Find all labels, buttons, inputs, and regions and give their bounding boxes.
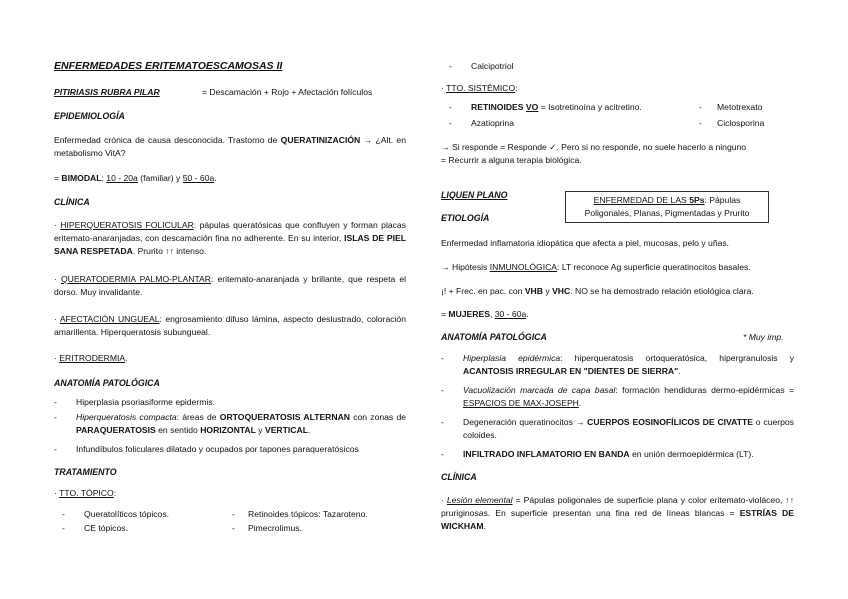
text: → Hipótesis bbox=[441, 262, 490, 272]
text: = Isotretinoína y acitretino. bbox=[538, 102, 642, 112]
bullet: · bbox=[441, 83, 444, 93]
text: : bbox=[101, 173, 107, 183]
text: . NO se ha demostrado relación etiológica clara. bbox=[570, 286, 754, 296]
dash: - bbox=[232, 523, 235, 533]
text: . bbox=[578, 398, 582, 408]
text: . bbox=[483, 521, 486, 531]
text-underlined: TTO. SISTÉMICO bbox=[446, 83, 516, 93]
text: . Prurito ↑↑ intenso. bbox=[132, 246, 207, 256]
text-underlined: 30 - 60a bbox=[494, 309, 527, 319]
text-italic-underlined: Lesión elemental bbox=[446, 495, 513, 505]
dash: - bbox=[699, 118, 702, 128]
pitiriasis-line bbox=[54, 86, 406, 99]
dash: - bbox=[232, 509, 235, 519]
text: , bbox=[489, 309, 495, 319]
text-bold: VHC bbox=[552, 286, 571, 296]
text: Azatioprina bbox=[471, 118, 514, 128]
dash: - bbox=[441, 449, 444, 459]
bullet: · bbox=[54, 488, 57, 498]
text: : pápulas queratósicas que confluyen y forman placas eritemato-anaranjadas, con descamación fina no adherente. En su interior, bbox=[54, 220, 407, 243]
clinica-item-4 bbox=[54, 352, 128, 365]
text: : Pápulas Poligonales, Planas, Pigmentadas y Prurito bbox=[584, 195, 750, 218]
text: Hiperplasia psoriasiforme epidermis. bbox=[76, 397, 215, 407]
text: en sentido bbox=[155, 425, 201, 435]
muy-imp-note: * Muy imp. bbox=[743, 332, 784, 342]
text-italic: Vacuolización marcada de capa basal bbox=[463, 385, 616, 395]
bullet: · bbox=[54, 314, 60, 324]
page-title: ENFERMEDADES ERITEMATOESCAMOSAS II bbox=[54, 60, 283, 72]
text: con zonas de bbox=[350, 412, 406, 422]
text-bold: PARAQUERATOSIS bbox=[76, 425, 156, 435]
text-underlined: ERITRODERMIA bbox=[59, 353, 126, 363]
text-italic: Hiperqueratosis compacta bbox=[76, 412, 177, 422]
respuesta-text bbox=[441, 141, 794, 167]
etiologia-heading: ETIOLOGÍA bbox=[441, 213, 490, 223]
text: CE tópicos. bbox=[84, 523, 128, 533]
text-underlined: ESPACIOS DE MAX-JOSEPH bbox=[463, 398, 579, 408]
text: . bbox=[307, 425, 311, 435]
text: Queratolíticos tópicos. bbox=[84, 509, 170, 519]
dash: - bbox=[449, 118, 452, 128]
clinica-liquen-heading: CLÍNICA bbox=[441, 472, 477, 482]
pitiriasis-name: PITIRIASIS RUBRA PILAR bbox=[54, 87, 160, 97]
text: = Pápulas poligonales de superficie plana y color eritemato-violáceo, ↑↑ pruriginosas. En superficie presentan una fina red de líneas blancas = bbox=[441, 495, 794, 518]
clinica-heading: CLÍNICA bbox=[54, 197, 90, 207]
dash: - bbox=[449, 61, 452, 71]
bullet: · bbox=[441, 495, 447, 505]
dash: - bbox=[54, 397, 57, 407]
mujeres-line bbox=[441, 308, 529, 321]
text: → Si responde = Responde ✓. Pero si no responde, no suele hacerlo a ninguno bbox=[441, 142, 747, 152]
tratamiento-heading: TRATAMIENTO bbox=[54, 467, 117, 477]
text-bold: ISLAS DE PIEL SANA RESPETADA bbox=[54, 233, 407, 256]
text-underlined: 10 - 20a bbox=[106, 173, 138, 183]
text: Enfermedad crónica de causa desconocida. Trastorno de bbox=[54, 135, 281, 145]
text-bold: VHB bbox=[524, 286, 543, 296]
dash: - bbox=[441, 385, 444, 395]
text: ¡! + Frec. en pac. con bbox=[441, 286, 525, 296]
text: → ¿Alt. en metabolismo VitA? bbox=[54, 135, 406, 158]
text: Ciclosporina bbox=[717, 118, 765, 128]
text: y bbox=[542, 286, 553, 296]
text-bold: MUJERES bbox=[448, 309, 490, 319]
text-bold: ESTRÍAS DE WICKHAM bbox=[441, 508, 794, 531]
text-bold: ORTOQUERATOSIS ALTERNAN bbox=[219, 412, 350, 422]
text: . bbox=[214, 173, 217, 183]
bullet: · bbox=[54, 220, 61, 230]
text: Infundíbulos foliculares dilatado y ocupados por tapones paraqueratósicos bbox=[76, 444, 359, 454]
text-italic: Hiperplasia epidérmica bbox=[463, 353, 561, 363]
text-bold: VERTICAL bbox=[264, 425, 308, 435]
text-underlined: AFECTACIÓN UNGUEAL bbox=[59, 314, 160, 324]
text: . bbox=[125, 353, 128, 363]
frecuencia-line bbox=[441, 285, 754, 298]
text-bold-underlined: VO bbox=[525, 102, 539, 112]
clinica-item-3 bbox=[54, 313, 406, 339]
text-bold: HORIZONTAL bbox=[200, 425, 256, 435]
bimodal-line bbox=[54, 172, 217, 185]
text: : eritemato-anaranjada y brillante, que respeta el dorso. Muy invalidante. bbox=[54, 274, 407, 297]
text: = Recurrir a alguna terapia biológica. bbox=[441, 155, 582, 165]
text: Pimecrolimus. bbox=[248, 523, 302, 533]
text: : LT reconoce Ag superficie queratinocitos basales. bbox=[557, 262, 751, 272]
pitiriasis-desc: = Descamación + Rojo + Afectación folículos bbox=[202, 87, 373, 97]
text-underlined: 50 - 60a bbox=[182, 173, 215, 183]
dash: - bbox=[54, 444, 57, 454]
bullet: · bbox=[54, 353, 60, 363]
text: : hiperqueratosis ortoqueratósica, hipergranulosis y bbox=[560, 353, 794, 363]
text: = bbox=[54, 173, 62, 183]
text: o cuerpos coloides. bbox=[463, 417, 794, 440]
dash: - bbox=[441, 417, 444, 427]
text-underlined: HIPERQUERATOSIS FOLICULAR bbox=[60, 220, 194, 230]
text: Degeneración queratinocitos → bbox=[463, 417, 588, 427]
tto-topico-label: · TTO. TÓPICO: bbox=[54, 488, 117, 498]
text-bold: QUERATINIZACIÓN bbox=[280, 135, 361, 145]
clinica-item-2 bbox=[54, 273, 406, 299]
text: Retinoides tópicos: Tazaroteno. bbox=[248, 509, 368, 519]
text-underlined: QUERATODERMIA PALMO-PLANTAR bbox=[60, 274, 211, 284]
text: . bbox=[678, 366, 681, 376]
text: en unión dermoepidérmica (LT). bbox=[629, 449, 754, 459]
text: (familiar) y bbox=[137, 173, 183, 183]
dash: - bbox=[54, 412, 57, 422]
liquen-plano-heading: LIQUEN PLANO bbox=[441, 190, 508, 200]
text-bold: INFILTRADO INFLAMATORIO EN BANDA bbox=[463, 449, 630, 459]
text-bold: CUERPOS EOSINOFÍLICOS DE CIVATTE bbox=[587, 417, 753, 427]
bullet: · bbox=[54, 274, 61, 284]
dash: - bbox=[449, 102, 452, 112]
text: = bbox=[441, 309, 449, 319]
epidemiologia-text bbox=[54, 134, 406, 160]
text-bold: ACANTOSIS IRREGULAR EN "DIENTES DE SIERRA" bbox=[463, 366, 679, 376]
text: : engrosamiento difuso lámina, aspecto deslustrado, coloración amarillenta. Hiperqueratosis subungueal. bbox=[54, 314, 406, 337]
clinica-liquen-text bbox=[441, 494, 794, 533]
hipotesis-line bbox=[441, 261, 751, 274]
text: . bbox=[526, 309, 529, 319]
text-bold: BIMODAL bbox=[61, 173, 102, 183]
text-bold-underlined: 5Ps bbox=[689, 195, 705, 205]
text-underlined: ENFERMEDAD DE LAS bbox=[593, 195, 690, 205]
dash: - bbox=[62, 509, 65, 519]
text-underlined: TTO. TÓPICO bbox=[59, 488, 114, 498]
text: Metotrexato bbox=[717, 102, 763, 112]
tto-sistemico-label: · TTO. SISTÉMICO: bbox=[441, 83, 518, 93]
cinco-ps-box bbox=[565, 191, 769, 223]
text: Calcipotriol bbox=[471, 61, 514, 71]
text: : formación hendiduras dermo-epidérmicas = bbox=[615, 385, 795, 395]
liquen-desc: Enfermedad inflamatoria idiopática que afecta a piel, mucosas, pelo y uñas. bbox=[441, 238, 730, 248]
epidemiologia-heading: EPIDEMIOLOGÍA bbox=[54, 111, 125, 121]
dash: - bbox=[441, 353, 444, 363]
dash: - bbox=[62, 523, 65, 533]
anatomia-liquen-heading: ANATOMÍA PATOLÓGICA bbox=[441, 332, 547, 342]
text-bold: RETINOIDES bbox=[471, 102, 526, 112]
anatomia-heading: ANATOMÍA PATOLÓGICA bbox=[54, 378, 160, 388]
text: y bbox=[255, 425, 265, 435]
dash: - bbox=[699, 102, 702, 112]
text: : áreas de bbox=[176, 412, 220, 422]
text-underlined: INMUNOLÓGICA bbox=[489, 262, 558, 272]
clinica-item-1 bbox=[54, 219, 406, 258]
